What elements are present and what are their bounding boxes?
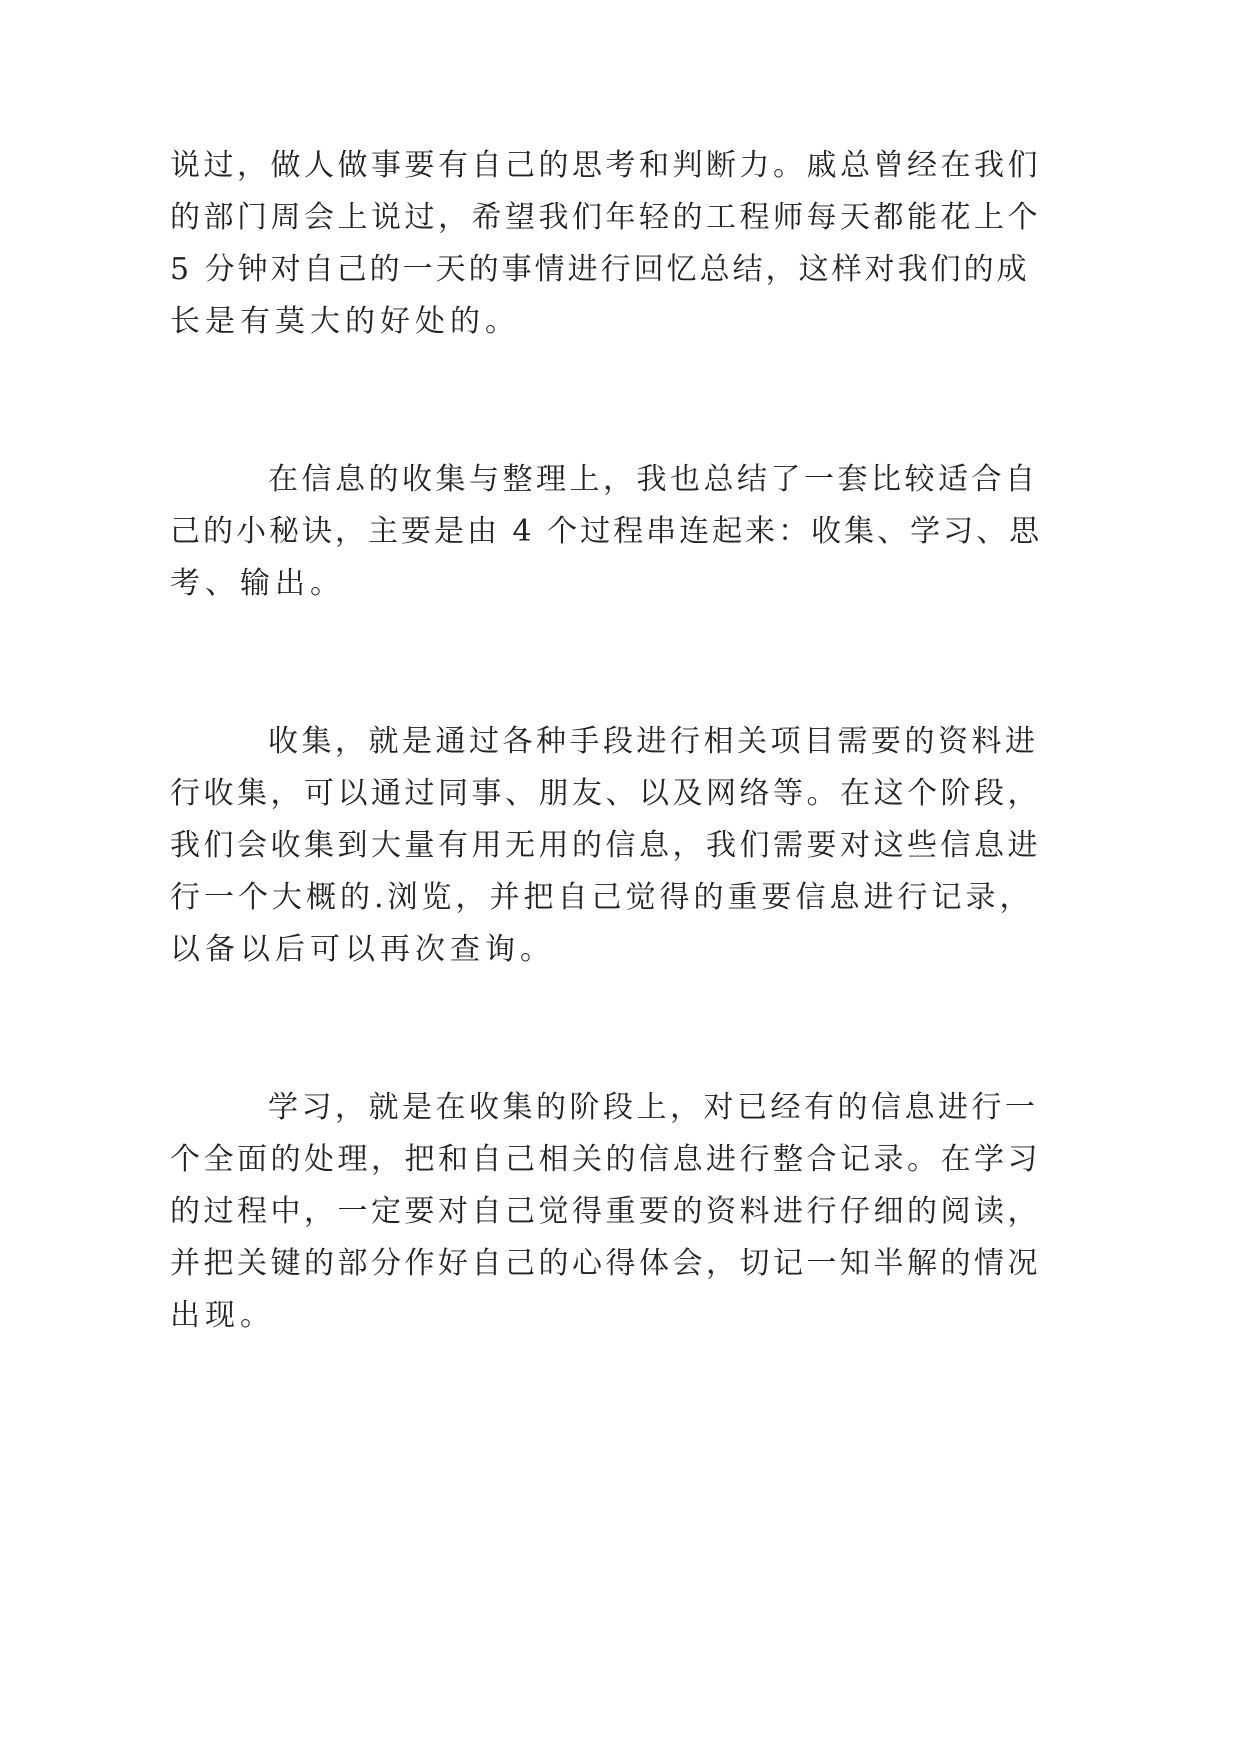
paragraph-4-line-5: 出现。 (170, 1298, 275, 1333)
paragraph-1-line-1: 说过，做人做事要有自己的思考和判断力。戚总曾经在我们 (170, 148, 1041, 183)
paragraph-2-line-3: 考、输出。 (170, 566, 345, 601)
paragraph-2-line-2: 己的小秘诀，主要是由 4 个过程串连起来：收集、学习、思 (170, 514, 1043, 549)
paragraph-4-line-2: 个全面的处理，把和自己相关的信息进行整合记录。在学习 (170, 1142, 1041, 1177)
paragraph-3-line-3: 我们会收集到大量有用无用的信息，我们需要对这些信息进 (170, 828, 1041, 863)
paragraph-3-line-1: 收集，就是通过各种手段进行相关项目需要的资料进 (268, 724, 1039, 759)
paragraph-1-line-2: 的部门周会上说过，希望我们年轻的工程师每天都能花上个 (170, 200, 1041, 235)
paragraph-3-line-5: 以备以后可以再次查询。 (170, 932, 555, 967)
paragraph-3-line-2: 行收集，可以通过同事、朋友、以及网络等。在这个阶段， (170, 776, 1041, 811)
paragraph-3-line-4: 行一个大概的.浏览，并把自己觉得的重要信息进行记录， (170, 880, 1034, 915)
paragraph-1-line-3: 5 分钟对自己的一天的事情进行回忆总结，这样对我们的成 (170, 252, 1030, 287)
paragraph-4-line-4: 并把关键的部分作好自己的心得体会，切记一知半解的情况 (170, 1246, 1041, 1281)
paragraph-2-line-1: 在信息的收集与整理上，我也总结了一套比较适合自 (268, 462, 1039, 497)
paragraph-4-line-1: 学习，就是在收集的阶段上，对已经有的信息进行一 (268, 1090, 1039, 1125)
paragraph-1-line-4: 长是有莫大的好处的。 (170, 304, 520, 339)
paragraph-4-line-3: 的过程中，一定要对自己觉得重要的资料进行仔细的阅读， (170, 1194, 1041, 1229)
